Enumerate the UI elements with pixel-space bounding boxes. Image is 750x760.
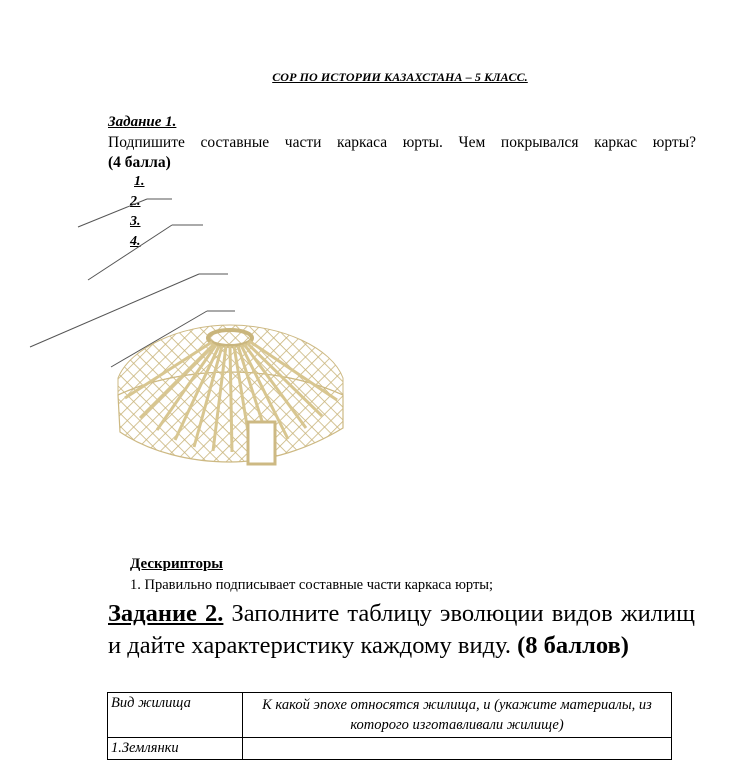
table-cell[interactable] bbox=[243, 738, 672, 760]
task1-text: Подпишите составные части каркаса юрты. Чем покрывался каркас юрты? bbox=[108, 134, 696, 151]
label-number-3: 3. bbox=[130, 214, 141, 229]
table-row bbox=[108, 738, 672, 760]
label-number-2: 2. bbox=[130, 194, 141, 209]
table-header-cell: Вид жилища bbox=[108, 693, 243, 738]
descriptor-item: 1. Правильно подписывает составные части каркаса юрты; bbox=[130, 577, 494, 593]
label-number-1: 1. bbox=[134, 174, 145, 189]
descriptors-title: Дескрипторы bbox=[130, 556, 223, 572]
task2-points: (8 баллов) bbox=[517, 632, 629, 659]
table-cell: 1.Землянки bbox=[108, 738, 243, 760]
task2-title: Задание 2. bbox=[108, 600, 224, 627]
table-header-row bbox=[108, 693, 672, 738]
task1-title: Задание 1. bbox=[108, 114, 177, 130]
label-number-4: 4. bbox=[130, 234, 141, 249]
table-header-cell: К какой эпохе относятся жилища, и (укажите материалы, из которого изготавливали жилище) bbox=[243, 693, 672, 738]
task2-paragraph bbox=[108, 598, 695, 662]
page-header: СОР ПО ИСТОРИИ КАЗАХСТАНА – 5 КЛАСС. bbox=[272, 70, 528, 84]
task1-points: (4 балла) bbox=[108, 154, 171, 171]
task2-text: Заполните таблицу эволюции видов жилищ и дайте характеристику каждому виду. bbox=[108, 600, 695, 659]
yurt-frame-illustration bbox=[0, 180, 400, 480]
